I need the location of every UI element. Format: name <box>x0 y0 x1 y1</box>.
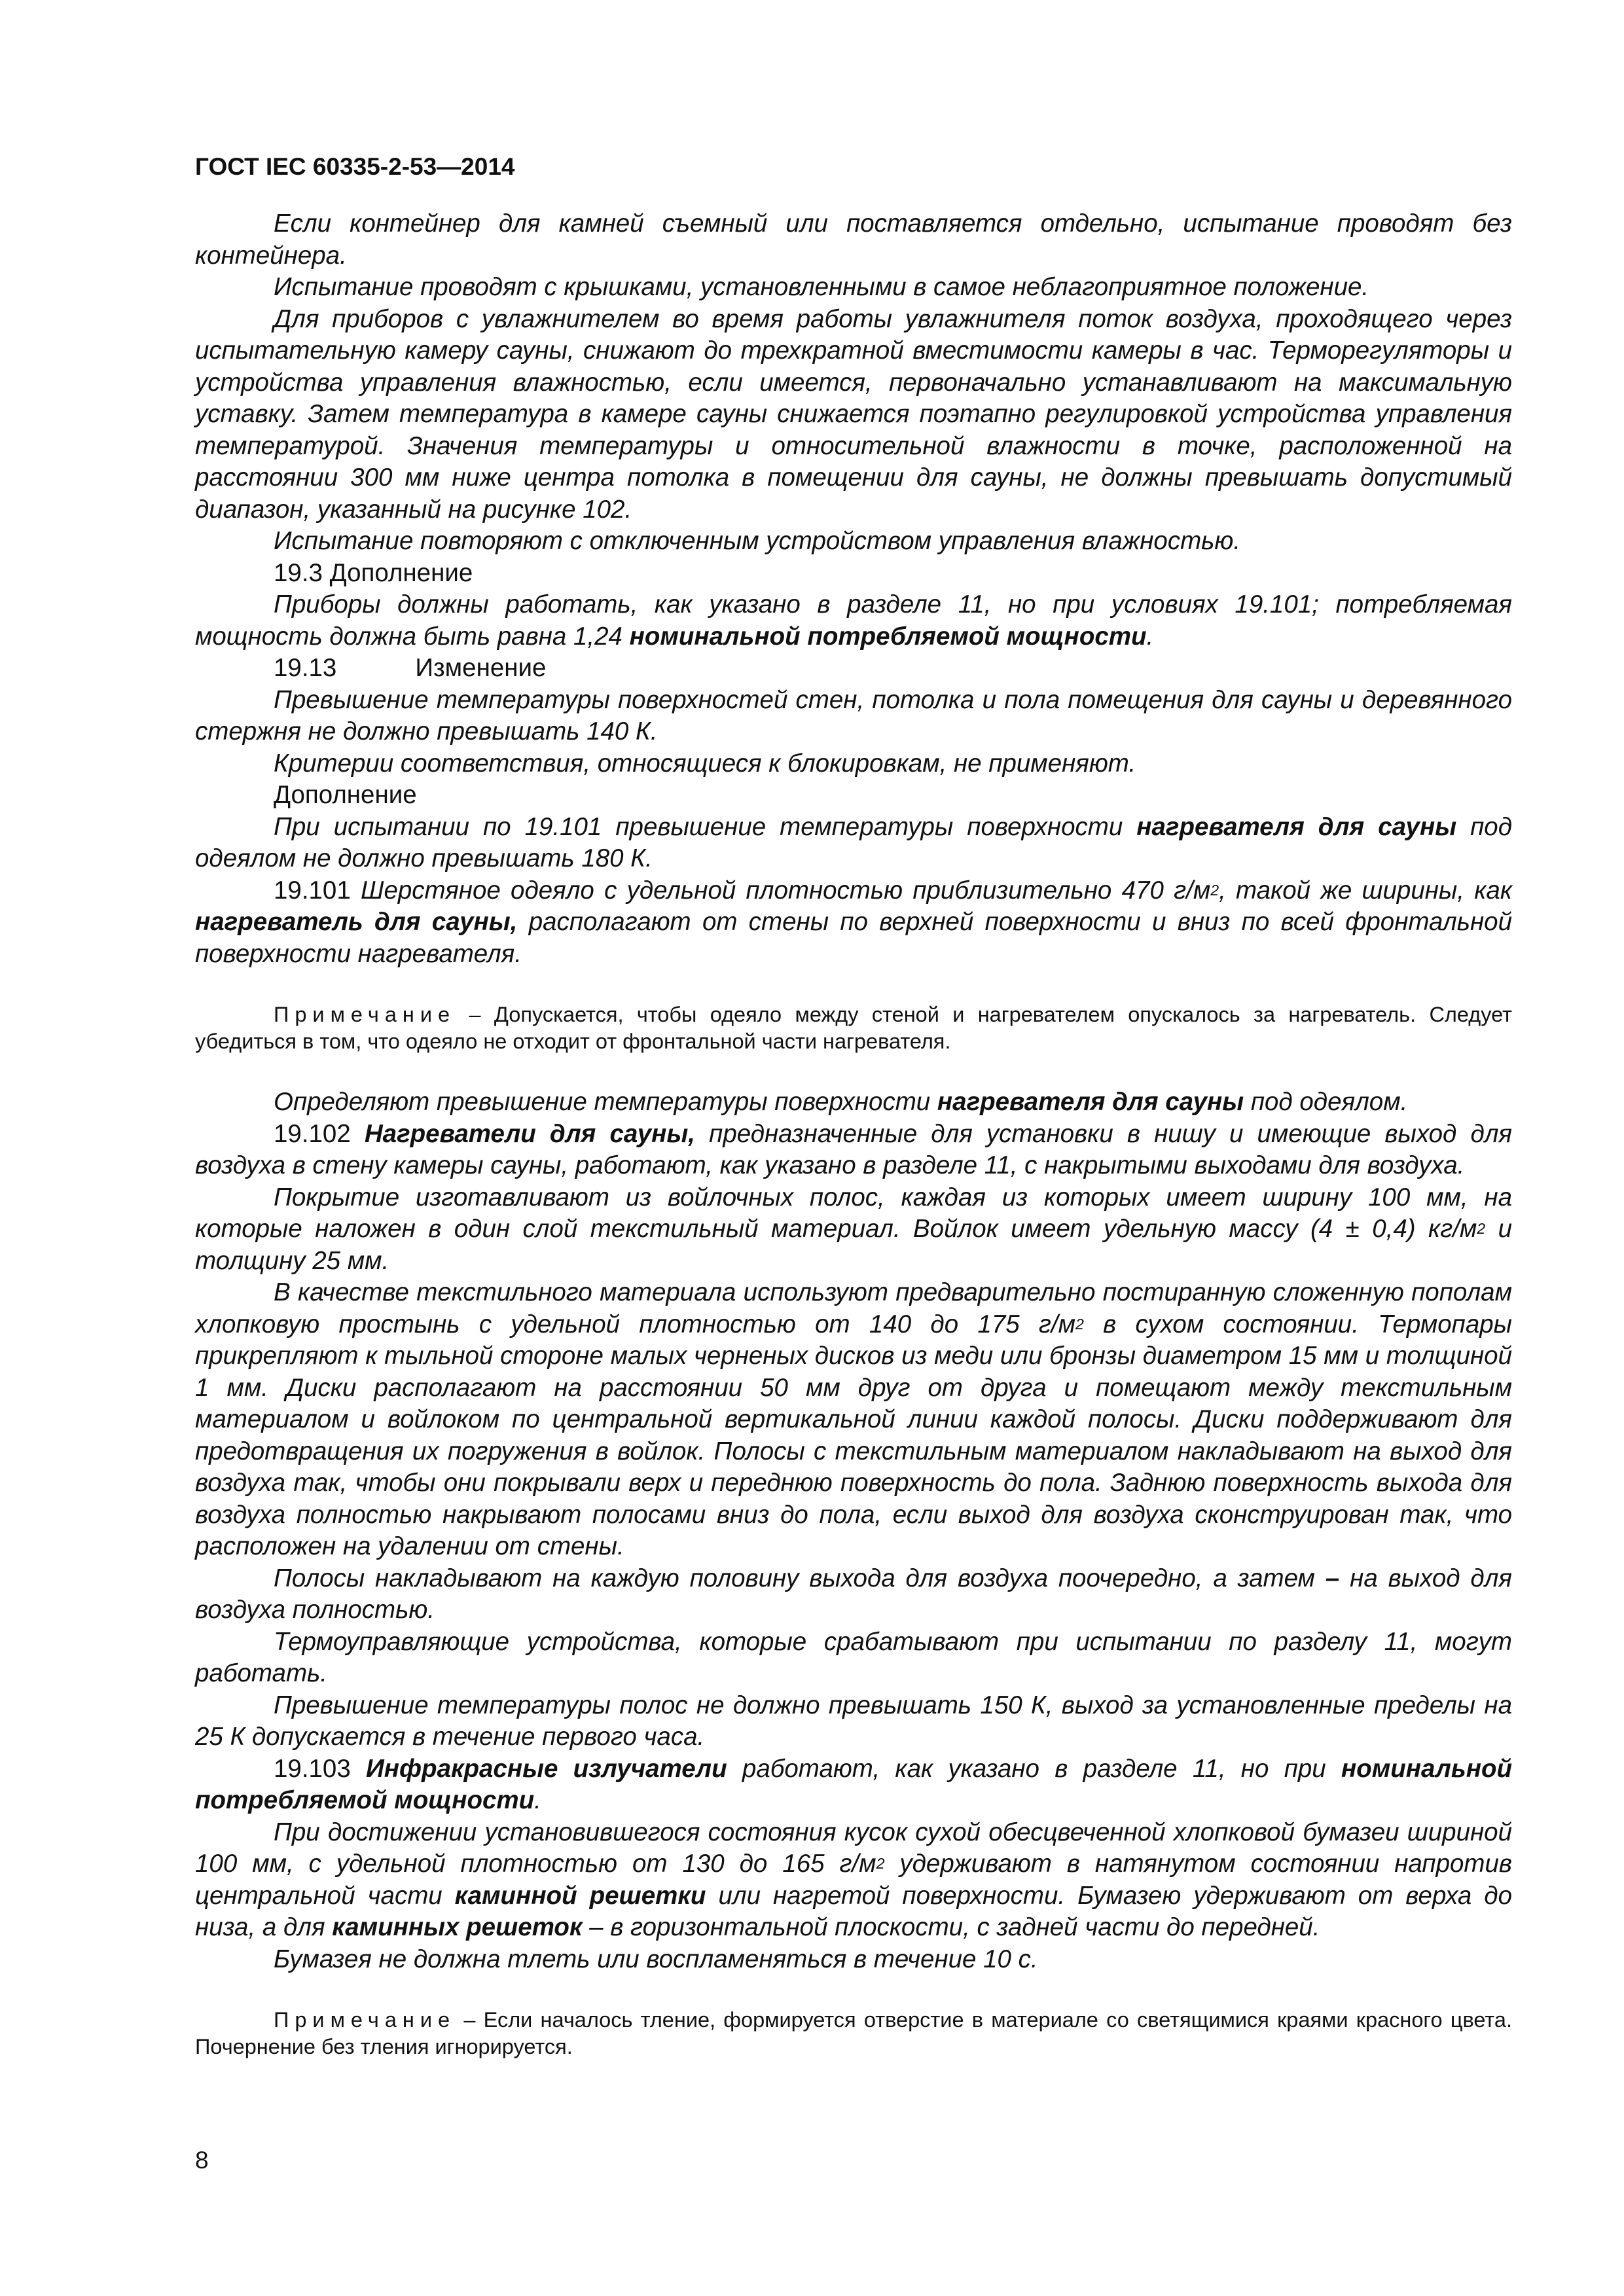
text-run: Шерстяное одеяло с удельной плотностью приблизительно 470 г/м <box>361 876 1211 905</box>
superscript: 2 <box>1477 1220 1486 1238</box>
clause-number: 19.103 <box>274 1754 367 1783</box>
text-run: При достижении установившегося состояния кусок сухой обесцвеченной хлопковой бумазеи шириной 100 мм, с удельной плотностью от 130 до 165 г/м <box>195 1818 1512 1878</box>
note <box>195 1001 1512 1055</box>
note-text: – Если началось тление, формируется отверстие в материале со светящимися краями красного цвета. Почернение без тления игнорируется. <box>195 2008 1512 2058</box>
note-label: Примечание <box>274 1003 456 1026</box>
defined-term: номинальной потребляемой мощности <box>195 1754 1513 1814</box>
section-heading <box>195 653 1512 685</box>
document-page <box>195 152 1512 2060</box>
text-run: предназначенные для установки в нишу и имеющие выход для воздуха в стену камеры сауны, работают, как указано в разделе 11, с накрытыми выходами для воздуха. <box>195 1119 1512 1179</box>
clause-number: 19.13 <box>274 654 337 682</box>
note <box>195 2007 1512 2060</box>
paragraph <box>195 1277 1512 1563</box>
text-run: располагают от стены по верхней поверхности и вниз по всей фронтальной поверхности нагревателя. <box>195 908 1512 968</box>
text-run: Полосы накладывают на каждую половину выхода для воздуха поочередно, а затем <box>274 1564 1326 1592</box>
paragraph <box>195 812 1512 875</box>
defined-term: каминной решетки <box>454 1881 706 1910</box>
text-run: работают, как указано в разделе 11, но при <box>727 1754 1341 1783</box>
paragraph: Если контейнер для камней съемный или поставляется отдельно, испытание проводят без контейнера. <box>195 209 1512 270</box>
text-run: удерживают в натянутом состоянии напротив центральной части <box>195 1850 1512 1910</box>
defined-term: нагревателя для сауны <box>937 1088 1244 1116</box>
text-run: на выход для воздуха полностью. <box>195 1564 1512 1624</box>
page-number: 8 <box>195 2147 209 2174</box>
text-run: в сухом состоянии. Термопары прикрепляют к тыльной стороне малых черненых дисков из меди или бронзы диаметром 15 мм и толщиной 1 мм. Диски располагают на расстоянии 50 мм друг от друга и помещают между текстильным материалом и войлоком по центральной вертикальной линии каждой полосы. Диски поддерживают для предотвращения их погружения в войлок. Полосы с текстильным материалом накладывают на выход для воздуха так, чтобы они покрывали верх и переднюю поверхность до пола. Заднюю поверхность выхода для воздуха полностью накрывают полосами вниз до пола, если выход для воздуха сконструирован так, что расположен на удалении от стены. <box>195 1310 1512 1560</box>
clause-title: Изменение <box>415 654 547 682</box>
dash: – <box>1325 1564 1340 1592</box>
text-run: В качестве текстильного материала используют предварительно постиранную сложенную пополам хлопковую простынь с удельной плотностью от 140 до 175 г/м <box>195 1278 1512 1338</box>
paragraph: Критерии соответствия, относящиеся к блокировкам, не применяют. <box>274 749 1136 778</box>
paragraph <box>195 1563 1512 1626</box>
text-run: или нагретой поверхности. Бумазею удерживают от верха до низа, а для <box>195 1881 1512 1941</box>
paragraph: Бумазея не должна тлеть или воспламеняться в течение 10 с. <box>274 1945 1038 1973</box>
paragraph <box>195 1119 1512 1182</box>
clause-number: 19.102 <box>274 1119 365 1148</box>
defined-term: нагреватель для сауны, <box>195 908 518 936</box>
paragraph <box>195 589 1512 653</box>
superscript: 2 <box>876 1855 885 1873</box>
paragraph <box>195 1753 1512 1817</box>
paragraph <box>195 1182 1512 1278</box>
paragraph: Превышение температуры поверхностей стен, потолка и пола помещения для сауны и деревянного стержня не должно превышать 140 К. <box>195 685 1512 745</box>
section-heading: Дополнение <box>274 781 417 809</box>
paragraph: Превышение температуры полос не должно превышать 150 К, выход за установленные пределы на 25 К допускается в течение первого часа. <box>195 1691 1512 1751</box>
section-heading: 19.3 Дополнение <box>274 558 473 587</box>
note-label: Примечание <box>274 2008 456 2032</box>
text-run: Покрытие изготавливают из войлочных полос, каждая из которых имеет ширину 100 мм, на которые наложен в один слой текстильный материал. Войлок имеет удельную массу (4 ± 0,4) кг/м <box>195 1183 1512 1243</box>
paragraph <box>195 1086 1512 1119</box>
paragraph: Термоуправляющие устройства, которые срабатывают при испытании по разделу 11, могут работать. <box>195 1627 1512 1687</box>
defined-term: номинальной потребляемой мощности <box>629 622 1147 651</box>
defined-term: нагревателя для сауны <box>1136 812 1457 841</box>
text-run: под одеялом. <box>1244 1088 1408 1116</box>
text-run: – в горизонтальной плоскости, с задней части до передней. <box>582 1913 1320 1941</box>
note-text: – Допускается, чтобы одеяло между стеной и нагревателем опускалось за нагреватель. Следует убедиться в том, что одеяло не отходит от фронтальной части нагревателя. <box>195 1003 1512 1053</box>
document-header: ГОСТ IEC 60335-2-53—2014 <box>195 153 515 180</box>
text-run: , такой же ширины, как <box>1219 876 1512 905</box>
text-run: под одеялом не должно превышать 180 К. <box>195 812 1512 872</box>
paragraph: Испытание проводят с крышками, установленными в самое неблагоприятное положение. <box>274 273 1369 301</box>
defined-term: каминных решеток <box>332 1913 583 1941</box>
text-run: и толщину 25 мм. <box>195 1215 1513 1275</box>
text-run: . <box>1146 622 1154 651</box>
paragraph: Испытание повторяют с отключенным устройством управления влажностью. <box>274 527 1241 555</box>
defined-term: Инфракрасные излучатели <box>366 1754 727 1783</box>
superscript: 2 <box>1075 1315 1084 1333</box>
defined-term: Нагреватели для сауны, <box>364 1119 696 1148</box>
paragraph <box>195 875 1512 971</box>
clause-number: 19.101 <box>274 876 361 905</box>
text-run: . <box>534 1786 541 1814</box>
text-run: Приборы должны работать, как указано в разделе 11, но при условиях 19.101; потребляемая мощность должна быть равна 1,24 <box>195 590 1512 651</box>
superscript: 2 <box>1210 881 1219 899</box>
document-body <box>195 208 1512 2060</box>
text-run: При испытании по 19.101 превышение температуры поверхности <box>274 812 1137 841</box>
paragraph <box>195 1817 1512 1944</box>
paragraph: Для приборов с увлажнителем во время работы увлажнителя поток воздуха, проходящего через испытательную камеру сауны, снижают до трехкратной вместимости камеры в час. Терморегуляторы и устройства управления влажностью, если имеется, первоначально устанавливают на максимальную уставку. Затем температура в камере сауны снижается поэтапно регулировкой устройства управления температурой. Значения температуры и относительной влажности в точке, расположенной на расстоянии 300 мм ниже центра потолка в помещении для сауны, не должны превышать допустимый диапазон, указанный на рисунке 102. <box>195 304 1512 524</box>
text-run: Определяют превышение температуры поверхности <box>274 1088 937 1116</box>
